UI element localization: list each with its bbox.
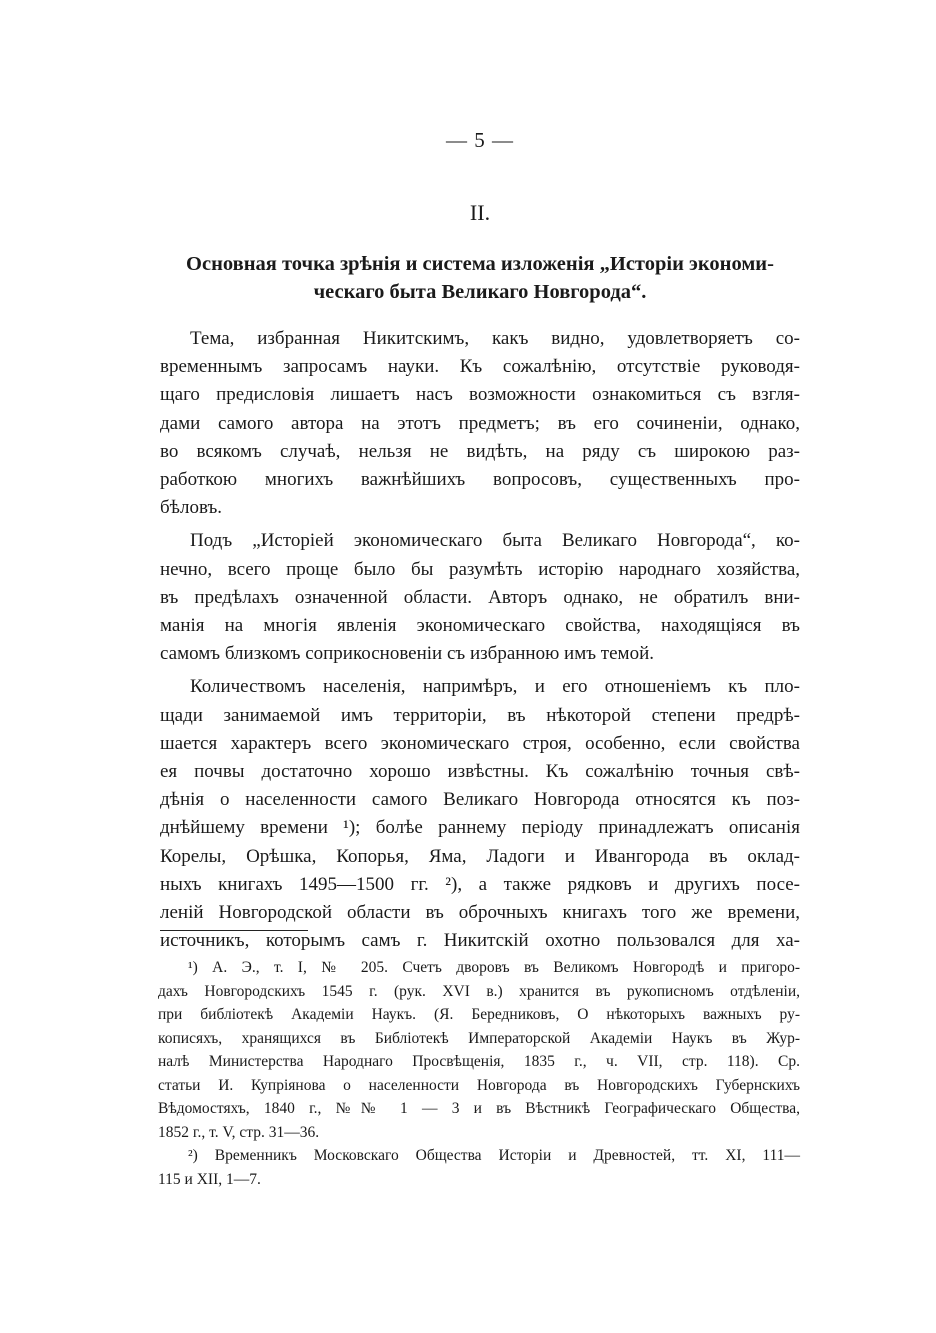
text-line: манія на многія явленія экономическаго свойства, находящіяся въ — [160, 615, 800, 637]
text-line: Подъ „Исторіей экономическаго быта Великаго Новгорода“, ко- — [190, 530, 800, 552]
chapter-title-line: ческаго быта Великаго Новгорода“. — [313, 281, 647, 303]
footnote-line: 1852 г., т. V, стр. 31—36. — [158, 1123, 320, 1141]
footnote-line: Вѣдомостяхъ, 1840 г., №№ 1 — 3 и въ Вѣстникѣ Географическаго Общества, — [158, 1100, 800, 1117]
text-line: въ предѣлахъ означенной области. Авторъ однако, не обратилъ вни- — [160, 586, 800, 608]
text-line: щаго предисловія лишаетъ насъ возможности ознакомиться съ взгля- — [160, 384, 800, 406]
body-text — [160, 325, 800, 960]
footnote-line: при библіотекѣ Академіи Наукъ. (Я. Бередниковъ, О нѣкоторыхъ важныхъ ру- — [158, 1006, 800, 1023]
text-line: источникъ, которымъ самъ г. Никитскій охотно пользовался для ха- — [160, 930, 800, 952]
text-line: шается характеръ всего экономическаго строя, особенно, если свойства — [160, 732, 800, 754]
paragraph — [160, 527, 800, 668]
text-line: бѣловъ. — [160, 497, 223, 519]
page-number: — 5 — — [446, 128, 514, 152]
text-line: Корелы, Орѣшка, Копорья, Яма, Ладоги и Ивангорода въ оклад- — [160, 845, 800, 867]
chapter-title — [150, 250, 810, 306]
text-line: во всякомъ случаѣ, нельзя не видѣть, на ряду съ широкою раз- — [160, 440, 800, 462]
footnote — [158, 1144, 800, 1191]
footnote-line: ²) Временникъ Московскаго Общества Исторіи и Древностей, тт. XI, 111— — [188, 1147, 800, 1164]
chapter-numeral: II. — [469, 200, 491, 225]
text-line: нечно, всего проще было бы разумѣть исторію народнаго хозяйства, — [160, 558, 800, 580]
text-line: днѣйшему времени ¹); болѣе раннему періоду принадлежатъ описанія — [160, 817, 800, 839]
chapter-title-line: Основная точка зрѣнія и система изложенія „Исторіи экономи- — [186, 253, 774, 275]
text-line: леній Новгородской области въ оброчныхъ книгахъ того же времени, — [160, 902, 800, 924]
footnote-line: кописяхъ, хранящихся въ Библіотекѣ Императорской Академіи Наукъ въ Жур- — [158, 1029, 800, 1047]
text-line: Количествомъ населенія, напримѣръ, и его отношеніемъ къ пло- — [190, 676, 800, 698]
text-line: Тема, избранная Никитскимъ, какъ видно, удовлетворяетъ со- — [190, 328, 800, 349]
text-line: ныхъ книгахъ 1495—1500 гг. ²), а также рядковъ и другихъ посе- — [160, 873, 800, 895]
text-line: работкою многихъ важнѣйшихъ вопросовъ, существенныхъ про- — [160, 469, 800, 491]
text-line: дами самого автора на этотъ предметъ; въ его сочиненіи, однако, — [160, 412, 800, 434]
text-line: временнымъ запросамъ науки. Къ сожалѣнію, отсутствіе руководя- — [160, 356, 800, 378]
footnote — [158, 956, 800, 1144]
text-line: ея почвы достаточно хорошо извѣстны. Къ сожалѣнію точныя свѣ- — [160, 761, 800, 783]
text-line: дѣнія о населенности самого Великаго Новгорода относятся къ поз- — [160, 789, 800, 811]
footnote-line: дахъ Новгородскихъ 1545 г. (рук. XVI в.) хранится въ рукописномъ отдѣленіи, — [158, 982, 800, 1000]
paragraph — [160, 325, 800, 522]
footnote-line: налѣ Министерства Народнаго Просвѣщенія, 1835 г., ч. VII, стр. 118). Ср. — [158, 1053, 800, 1070]
footnote-line: 115 и XII, 1—7. — [158, 1170, 261, 1188]
paragraph — [160, 673, 800, 955]
text-line: щади занимаемой имъ территоріи, въ нѣкоторой степени предрѣ- — [160, 704, 800, 726]
footnotes — [158, 956, 800, 1191]
text-line: самомъ близкомъ соприкосновеніи съ избранною имъ темой. — [160, 643, 654, 665]
footnote-line: ¹) А. Э., т. I, № 205. Счетъ дворовъ въ Великомъ Новгородѣ и пригоро- — [188, 959, 800, 976]
footnote-rule — [160, 930, 308, 931]
footnote-line: статьи И. Купріянова о населенности Новгорода въ Новгородскихъ Губернскихъ — [158, 1076, 800, 1094]
